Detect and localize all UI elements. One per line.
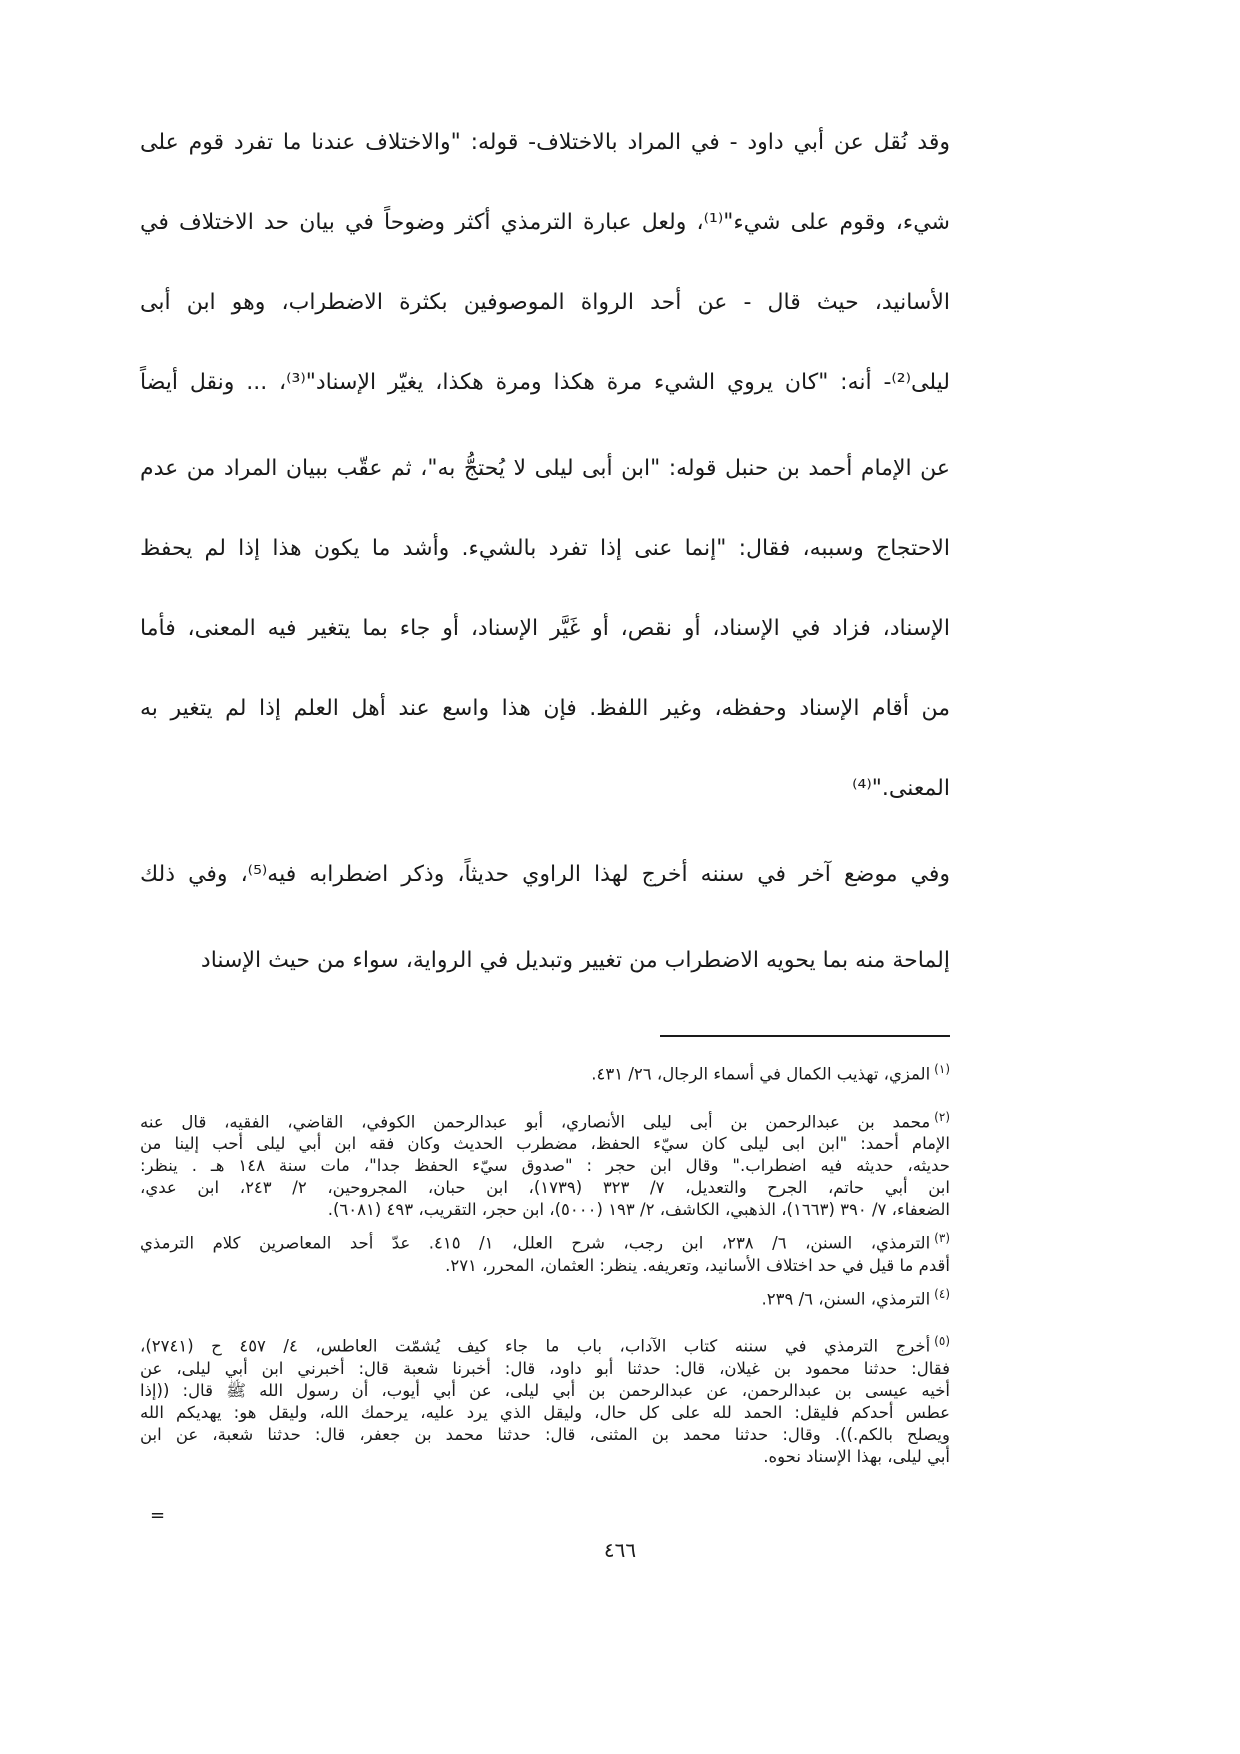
footnote-text: فقال: حدثنا محمود بن غيلان، قال: حدثنا أبو داود، قال: أخبرنا شعبة قال: أخبرني ابن أبي ليلى، عن [140, 1358, 950, 1378]
body-line: إلماحة منه بما يحويه الاضطراب من تغيير وتبديل في الرواية، سواء من حيث الإسناد [200, 948, 950, 973]
footnote-text: محمد بن عبدالرحمن بن أبى ليلى الأنصاري، أبو عبدالرحمن الكوفي، القاضي، الفقيه، قال عنه [140, 1112, 931, 1131]
body-line: المعنى."⁽⁴⁾ [852, 776, 950, 801]
footnote-text: أخرج الترمذي في سننه كتاب الآداب، باب ما جاء كيف يُشمّت العاطس، ٤/ ٤٥٧ ح (٢٧٤١)، [140, 1336, 931, 1356]
footnote-4 [140, 1283, 950, 1311]
footnote-number: (٥) [934, 1334, 950, 1348]
body-line: شيء، وقوم على شيء"⁽¹⁾، ولعل عبارة الترمذي أكثر وضوحاً في بيان حد الاختلاف في [140, 210, 950, 235]
footnotes [140, 1058, 950, 1474]
body-line: الإسناد، فزاد في الإسناد، أو نقص، أو غَيَّر الإسناد، أو جاء بما يتغير فيه المعنى، فأما [140, 616, 950, 641]
footnote-text: أقدم ما قيل في حد اختلاف الأسانيد، وتعريفه. ينظر: العثمان، المحرر، ٢٧١. [445, 1255, 950, 1275]
footnote-text: الترمذي، السنن، ٦/ ٢٣٨، ابن رجب، شرح العلل، ١/ ٤١٥. عدّ أحد المعاصرين كلام الترمذي [140, 1233, 931, 1253]
footnote-text: الإمام أحمد: "ابن ابى ليلى كان سيّء الحفظ، مضطرب الحديث وكان فقه ابن أبي ليلى أحب إلينا من [140, 1134, 950, 1153]
footnote-text: عطس أحدكم فليقل: الحمد لله على كل حال، وليقل الذي يرد عليه، يرحمك الله، وليقل هو: يهديكم الله [140, 1402, 950, 1422]
footnote-3 [140, 1227, 950, 1277]
footnote-separator [660, 1035, 950, 1037]
body-line: وقد نُقل عن أبي داود - في المراد بالاختلاف- قوله: "والاختلاف عندنا ما تفرد قوم على [140, 130, 950, 155]
footnote-text: المزي، تهذيب الكمال في أسماء الرجال، ٢٦/ ٤٣١. [591, 1064, 931, 1084]
continuation-mark: = [150, 1505, 166, 1526]
footnote-number: (٢) [934, 1109, 950, 1124]
body-line: وفي موضع آخر في سننه أخرج لهذا الراوي حديثاً، وذكر اضطرابه فيه⁽⁵⁾، وفي ذلك [140, 862, 950, 887]
body-line: عن الإمام أحمد بن حنبل قوله: "ابن أبى ليلى لا يُحتجُّ به"، ثم عقّب ببيان المراد من عدم [140, 456, 950, 481]
footnote-2 [140, 1106, 950, 1222]
body-line: ليلى⁽²⁾- أنه: "كان يروي الشيء مرة هكذا ومرة هكذا، يغيّر الإسناد"⁽³⁾، ... ونقل أيضاً [140, 370, 950, 395]
footnote-text: ويصلح بالكم.)). وقال: حدثنا محمد بن المثنى، قال: حدثنا محمد بن جعفر، قال: حدثنا شعبة، عن ابن [140, 1424, 950, 1444]
body-line: الأسانيد، حيث قال - عن أحد الرواة الموصوفين بكثرة الاضطراب، وهو ابن أبى [140, 290, 950, 315]
page-number: ٤٦٦ [603, 1538, 637, 1562]
footnote-number: (٤) [934, 1286, 950, 1301]
footnote-text: حديثه، حديثه فيه اضطراب." وقال ابن حجر : "صدوق سيّء الحفظ جدا"، مات سنة ١٤٨ هـ . ينظر: [140, 1156, 950, 1175]
body-line: من أقام الإسناد وحفظه، وغير اللفظ. فإن هذا واسع عند أهل العلم إذا لم يتغير به [140, 696, 950, 721]
footnote-5 [140, 1330, 950, 1468]
main-text [140, 128, 950, 976]
footnote-text: الترمذي، السنن، ٦/ ٢٣٩. [761, 1289, 931, 1308]
footnote-text: أبي ليلى، بهذا الإسناد نحوه. [763, 1446, 950, 1466]
body-line: الاحتجاج وسببه، فقال: "إنما عنى إذا تفرد بالشيء. وأشد ما يكون هذا إذا لم يحفظ [140, 536, 950, 561]
footnote-1 [140, 1058, 950, 1086]
footnote-number: (١) [934, 1062, 950, 1076]
footnote-text: أخيه عيسى بن عبدالرحمن، عن عبدالرحمن بن أبي ليلى، عن أبي أيوب، أن رسول الله ﷺ قال: ((إذا [140, 1380, 950, 1400]
footnote-number: (٣) [934, 1231, 950, 1245]
footnote-text: ابن أبي حاتم، الجرح والتعديل، ٧/ ٣٢٣ (١٧٣٩)، ابن حبان، المجروحين، ٢/ ٢٤٣، ابن عدي، [140, 1178, 950, 1197]
footnote-text: الضعفاء، ٧/ ٣٩٠ (١٦٦٣)، الذهبي، الكاشف، ٢/ ١٩٣ (٥٠٠٠)، ابن حجر، التقريب، ٤٩٣ (٦٠٨١). [327, 1200, 950, 1219]
